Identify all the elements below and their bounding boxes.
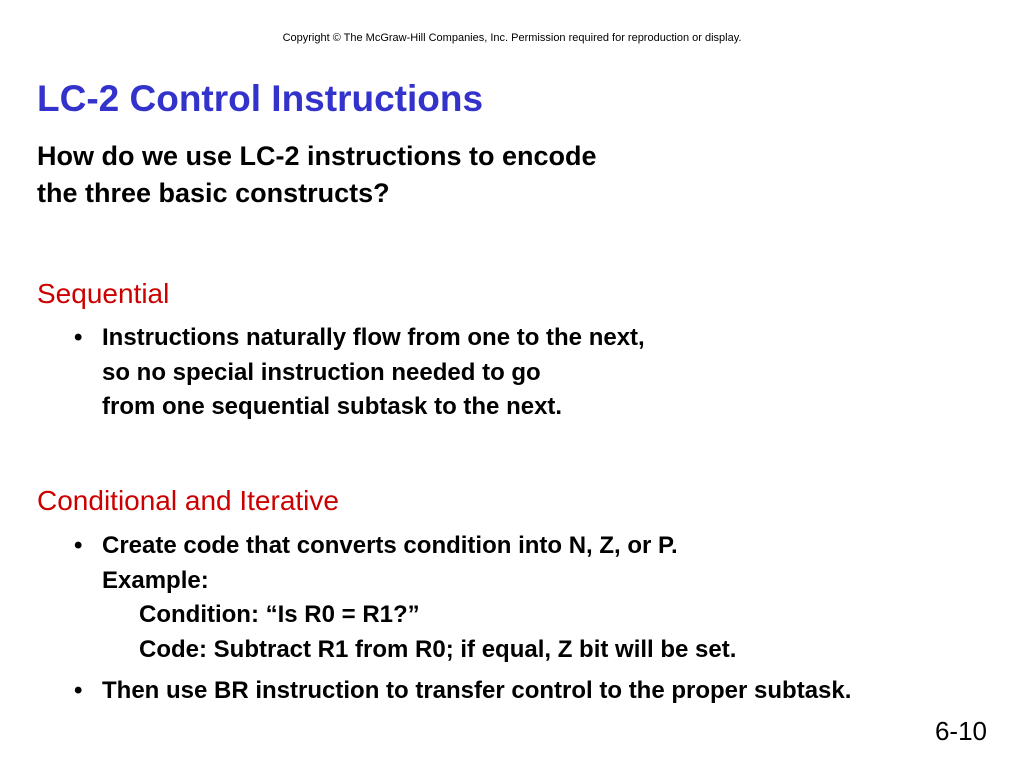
bullet-item — [0, 674, 851, 709]
slide-title: LC-2 Control Instructions — [37, 78, 484, 119]
bullet-marker: • — [74, 324, 83, 351]
bullet-line: Then use BR instruction to transfer control to the proper subtask. — [102, 677, 852, 704]
conditional-bullet-list — [0, 529, 851, 709]
bullet-item — [0, 529, 851, 667]
intro-line: How do we use LC-2 instructions to encode — [37, 141, 597, 171]
section-heading-sequential: Sequential — [37, 278, 170, 309]
bullet-item — [0, 321, 645, 425]
section-heading-conditional-iterative: Conditional and Iterative — [37, 485, 339, 516]
bullet-line: from one sequential subtask to the next. — [102, 393, 563, 420]
example-code: Code: Subtract R1 from R0; if equal, Z bit will be set. — [139, 635, 737, 663]
page-number: 6-10 — [934, 716, 987, 746]
bullet-line: Create code that converts condition into N, Z, or P. — [102, 532, 678, 559]
example-label: Example: — [102, 566, 209, 594]
intro-question — [37, 138, 597, 212]
bullet-marker: • — [74, 532, 83, 559]
sequential-bullet-list — [0, 321, 645, 425]
intro-line: the three basic constructs? — [37, 178, 390, 208]
bullet-line: so no special instruction needed to go — [102, 358, 541, 386]
bullet-line: Instructions naturally flow from one to the next, — [102, 324, 645, 351]
bullet-marker: • — [74, 677, 83, 704]
copyright-notice: Copyright © The McGraw-Hill Companies, Inc. Permission required for reproduction or display. — [282, 32, 742, 44]
example-condition: Condition: “Is R0 = R1?” — [139, 601, 420, 628]
